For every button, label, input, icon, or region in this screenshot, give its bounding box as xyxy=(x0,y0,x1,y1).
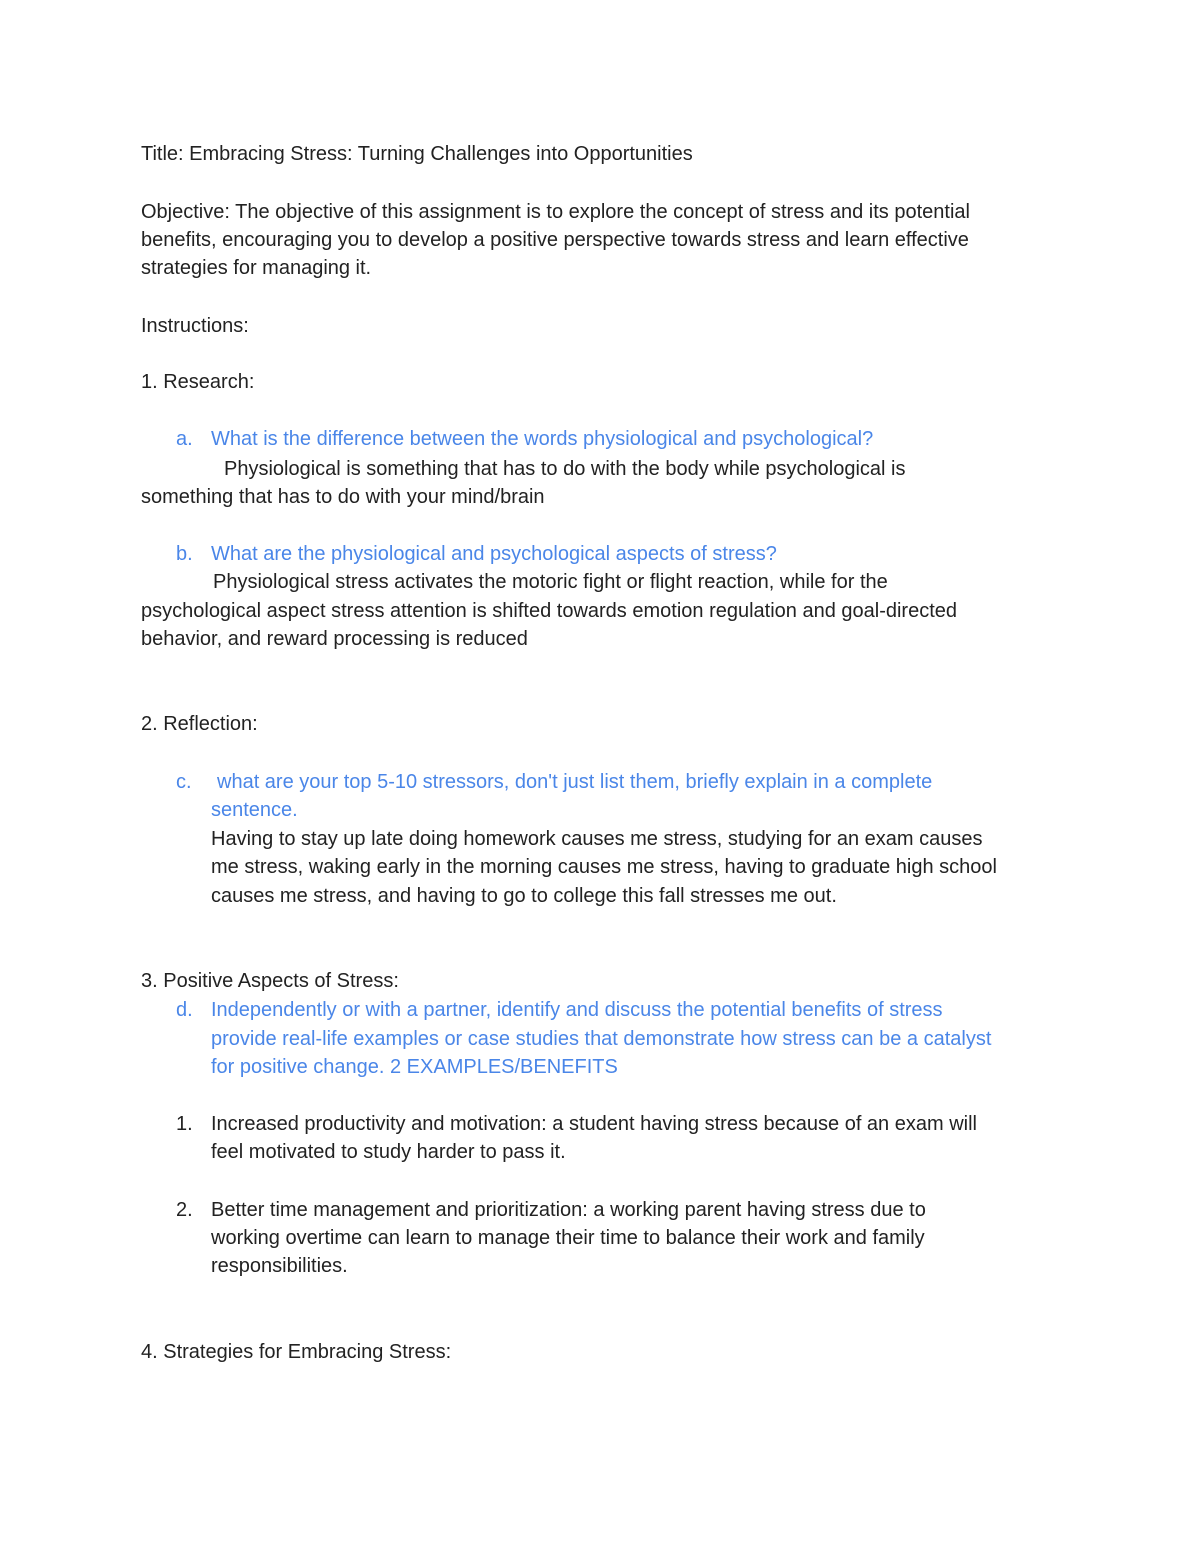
question-d-line-1: Independently or with a partner, identify and discuss the potential benefits of stress xyxy=(211,999,943,1021)
section-2-heading: 2. Reflection: xyxy=(141,713,258,735)
objective-line-1: Objective: The objective of this assignment is to explore the concept of stress and its potential xyxy=(141,201,970,223)
question-c-line-2: sentence. xyxy=(211,799,298,821)
question-d-line-3: for positive change. 2 EXAMPLES/BENEFITS xyxy=(211,1056,618,1078)
benefit-1-marker: 1. xyxy=(176,1113,193,1135)
question-d-line-2: provide real-life examples or case studies that demonstrate how stress can be a catalyst xyxy=(211,1028,992,1050)
benefit-2-marker: 2. xyxy=(176,1199,193,1221)
question-d-marker: d. xyxy=(176,999,193,1021)
question-b-marker: b. xyxy=(176,543,193,565)
benefit-2-line-1: Better time management and prioritization: a working parent having stress due to xyxy=(211,1199,926,1221)
instructions-label: Instructions: xyxy=(141,315,249,337)
section-4-heading: 4. Strategies for Embracing Stress: xyxy=(141,1341,452,1363)
benefit-2-line-3: responsibilities. xyxy=(211,1255,348,1277)
question-c-marker: c. xyxy=(176,771,192,793)
objective-line-2: benefits, encouraging you to develop a positive perspective towards stress and learn effective xyxy=(141,229,969,251)
document-title: Title: Embracing Stress: Turning Challenges into Opportunities xyxy=(141,143,693,165)
question-a-text: What is the difference between the words physiological and psychological? xyxy=(211,428,874,450)
answer-b-line-1: Physiological stress activates the motoric fight or flight reaction, while for the xyxy=(213,571,888,593)
answer-b-line-3: behavior, and reward processing is reduced xyxy=(141,628,528,650)
objective-line-3: strategies for managing it. xyxy=(141,257,372,279)
question-c-line-1: what are your top 5-10 stressors, don't just list them, briefly explain in a complete xyxy=(217,771,933,793)
benefit-1-line-2: feel motivated to study harder to pass it. xyxy=(211,1141,566,1163)
section-3-heading: 3. Positive Aspects of Stress: xyxy=(141,970,399,992)
section-1-heading: 1. Research: xyxy=(141,371,255,393)
answer-c-line-2: me stress, waking early in the morning causes me stress, having to graduate high school xyxy=(211,856,997,878)
benefit-2-line-2: working overtime can learn to manage their time to balance their work and family xyxy=(211,1227,925,1249)
benefit-1-line-1: Increased productivity and motivation: a student having stress because of an exam will xyxy=(211,1113,977,1135)
answer-b-line-2: psychological aspect stress attention is shifted towards emotion regulation and goal-directed xyxy=(141,600,958,622)
question-b-text: What are the physiological and psychological aspects of stress? xyxy=(211,543,777,565)
question-a-marker: a. xyxy=(176,428,193,450)
answer-c-line-3: causes me stress, and having to go to college this fall stresses me out. xyxy=(211,885,837,907)
answer-a-line-2: something that has to do with your mind/brain xyxy=(141,486,545,508)
answer-a-line-1: Physiological is something that has to do with the body while psychological is xyxy=(224,458,906,480)
answer-c-line-1: Having to stay up late doing homework causes me stress, studying for an exam causes xyxy=(211,828,983,850)
